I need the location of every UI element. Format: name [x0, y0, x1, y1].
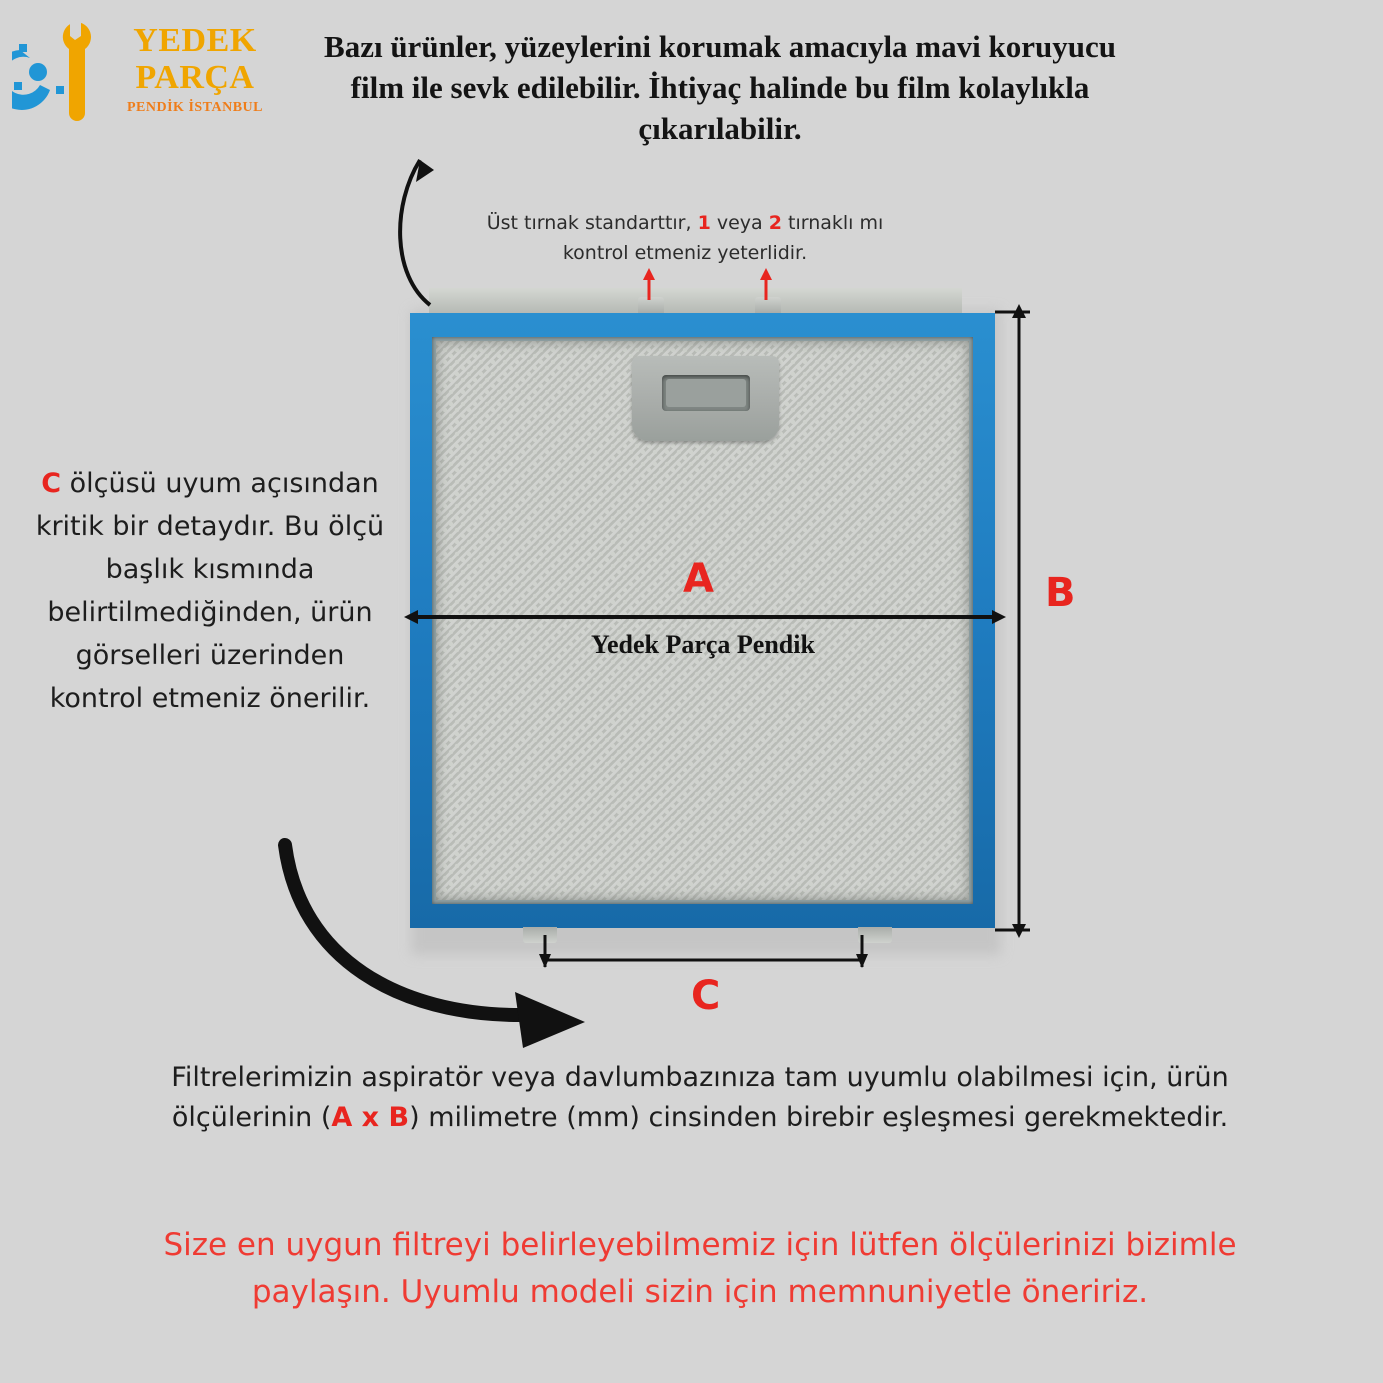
left-paragraph-text: ölçüsü uyum açısından kritik bir detaydır. Bu ölçü başlık kısmında belirtilmediğinden, ürün görselleri üzerinden kontrol etmeniz önerilir. [35, 468, 385, 714]
bottom-paragraph-ax: A x B [331, 1102, 410, 1133]
bottom-paragraph-part2: ) milimetre (mm) cinsinden birebir eşleşmesi gerekmektedir. [409, 1102, 1229, 1133]
tab-note-part1: Üst tırnak standarttır, [486, 212, 698, 234]
headline-text: Bazı ürünler, yüzeylerini korumak amacıyla mavi koruyucu film ile sevk edilebilir. İhtiyaç halinde bu film kolaylıkla çıkarılabilir. [324, 29, 1116, 146]
tab-note-num2: 2 [768, 212, 782, 234]
logo-line-2: PARÇA [135, 59, 255, 96]
measure-label-a: A [683, 556, 714, 602]
logo-subtitle: PENDİK İSTANBUL [127, 100, 263, 115]
left-paragraph [35, 462, 385, 720]
tab-note-num1: 1 [697, 212, 711, 234]
tab-note [455, 208, 915, 268]
filter-top-strip [429, 288, 962, 316]
bottom-tab-2 [858, 927, 892, 943]
top-tab-2 [755, 297, 781, 313]
filter-illustration [403, 288, 1013, 958]
measure-label-c: C [691, 973, 721, 1019]
measure-label-b: B [1045, 570, 1076, 616]
bottom-paragraph [110, 1058, 1290, 1138]
tab-note-part2: veya [710, 212, 769, 234]
bottom-tab-1 [523, 927, 557, 943]
logo-wordmark [110, 22, 280, 96]
call-to-action-text: Size en uygun filtreyi belirleyebilmemiz için lütfen ölçülerinizi bizimle paylaşın. Uyumlu modeli sizin için memnuniyetle öneririz. [163, 1227, 1237, 1310]
mesh-watermark: Yedek Parça Pendik [591, 630, 815, 659]
brand-logo [10, 8, 280, 133]
logo-line-1: YEDEK [133, 22, 257, 59]
left-paragraph-letter: C [41, 468, 62, 499]
wrench-gear-icon [12, 16, 112, 124]
filter-handle [632, 356, 779, 441]
bottom-paragraph-part1: Filtrelerimizin aspiratör veya davlumbazınıza tam uyumlu olabilmesi için, ürün ölçülerinin ( [171, 1062, 1229, 1133]
filter-frame [410, 313, 995, 928]
tab-note-part3: tırnaklı mı kontrol etmeniz yeterlidir. [562, 212, 884, 264]
top-tab-1 [638, 297, 664, 313]
handle-slot [662, 375, 750, 411]
